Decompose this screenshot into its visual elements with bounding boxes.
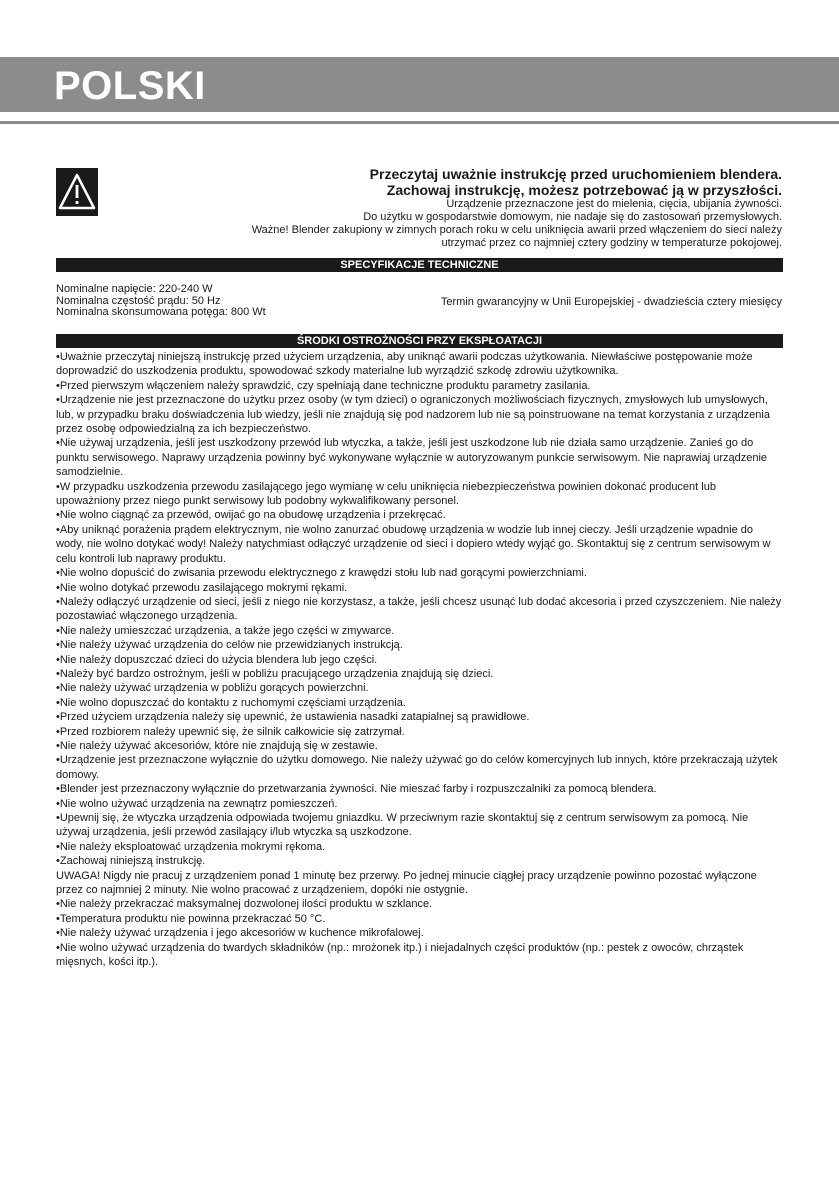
intro-line: Urządzenie przeznaczone jest do mielenia, cięcia, ubijania żywności. <box>446 198 782 210</box>
list-item: •Temperatura produktu nie powinna przekraczać 50 °C. <box>56 912 326 925</box>
intro-line: Ważne! Blender zakupiony w zimnych porach roku w celu uniknięcia awarii przed włączeniem do sieci należy <box>251 224 782 236</box>
spec-frequency: Nominalna częstość prądu: 50 Hz <box>56 294 221 307</box>
specs-list <box>56 284 266 319</box>
list-item: •Uważnie przeczytaj niniejszą instrukcję przed użyciem urządzenia, aby uniknąć awarii podczas użytkowania. Niewłaściwe postępowanie może doprowadzić do uszkodzenia produktu, spowodować szkody materialne lub wyrządzić szkodę zdrowiu użytkownika. <box>56 351 753 378</box>
list-item: •Nie należy używać urządzenia w pobliżu gorących powierzchni. <box>56 682 369 695</box>
header-divider <box>0 121 839 124</box>
list-item: •Nie należy przekraczać maksymalnej dozwolonej ilości produktu w szklance. <box>56 898 433 911</box>
list-item: •Nie należy używać urządzenia do celów nie przewidzianych instrukcją. <box>56 639 403 652</box>
list-item: •Nie wolno używać urządzenia na zewnątrz pomieszczeń. <box>56 797 338 810</box>
list-item: •Nie wolno używać urządzenia do twardych składników (np.: mrożonek itp.) i niejadalnych części produktów (np.: pestek z owoców, chrząstek mięsnych, kości itp.). <box>56 941 744 969</box>
list-item: •Nie wolno dopuścić do zwisania przewodu elektrycznego z krawędzi stołu lub nad gorącymi powierzchniami. <box>56 567 587 580</box>
intro-line: Do użytku w gospodarstwie domowym, nie nadaje się do zastosowań przemysłowych. <box>363 211 782 223</box>
list-item: •W przypadku uszkodzenia przewodu zasilającego jego wymianę w celu uniknięcia niebezpieczeństwa powinien dokonać producent lub upoważniony przez niego punkt serwisowy lub podobny wykwalifikowany personel. <box>56 480 716 508</box>
list-item: •Blender jest przeznaczony wyłącznie do przetwarzania żywności. Nie mieszać farby i rozpuszczalniki za pomocą blendera. <box>56 783 657 796</box>
list-item: •Aby uniknąć porażenia prądem elektrycznym, nie wolno zanurzać obudowę urządzenia w wodzie lub innej cieczy. Jeśli urządzenie wpadnie do wody, nie wolno dotykać wody! Należy natychmiast odłączyć urządzenie od sieci i dopiero wtedy wyjąć go. Skontaktuj się z centrum serwisowym w celu kontroli lub naprawy produktu. <box>56 523 771 565</box>
list-item: •Nie należy dopuszczać dzieci do użycia blendera lub jego części. <box>56 653 378 666</box>
intro-heading-2: Zachowaj instrukcję, możesz potrzebować ją w przyszłości. <box>386 182 782 198</box>
warning-paragraph: UWAGA! Nigdy nie pracuj z urządzeniem ponad 1 minutę bez przerwy. Po jednej minucie ciągłej pracy urządzenie powinno pozostać wyłączone przez co najmniej 2 minuty. Nie wolno pracować z urządzeniem, dopóki nie ostygnie. <box>56 869 757 897</box>
list-item: •Przed rozbiorem należy upewnić się, że silnik całkowicie się zatrzymał. <box>56 725 405 738</box>
safety-section-title: ŚRODKI OSTROŻNOŚCI PRZY EKSPŁOATACJI <box>56 334 783 348</box>
list-item: •Urządzenie jest przeznaczone wyłącznie do użytku domowego. Nie należy używać go do celów komercyjnych lub innych, które przekraczają użytek domowy. <box>56 754 778 781</box>
specs-section-title: SPECYFIKACJE TECHNICZNE <box>56 258 783 272</box>
list-item: •Nie należy używać akcesoriów, które nie znajdują się w zestawie. <box>56 739 378 752</box>
intro-text <box>182 166 782 250</box>
page-title: POLSKI <box>54 64 206 108</box>
intro-heading-1: Przeczytaj uważnie instrukcję przed uruchomieniem blendera. <box>369 166 782 182</box>
list-item: •Przed użyciem urządzenia należy się upewnić, że ustawienia nasadki zatapialnej są prawidłowe. <box>56 711 530 724</box>
list-item: •Zachowaj niniejszą instrukcję. <box>56 855 206 868</box>
warranty-text: Termin gwarancyjny w Unii Europejskiej - dwadzieścia cztery miesięcy <box>440 296 782 308</box>
list-item: •Nie używaj urządzenia, jeśli jest uszkodzony przewód lub wtyczka, a także, jeśli jest uszkodzone lub nie działa samo urządzenie. Zanieś go do punktu serwisowego. Naprawy urządzenia powinny być wykonywane wyłącznie w autoryzowanym punkcie serwisowym. Nie naprawiaj urządzenie samodzielnie. <box>56 437 768 479</box>
list-item: •Nie należy używać urządzenia i jego akcesoriów w kuchence mikrofalowej. <box>56 927 424 940</box>
intro-line: utrzymać przez co najmniej cztery godziny w temperaturze pokojowej. <box>441 237 782 249</box>
list-item: •Należy odłączyć urządzenie od sieci, jeśli z niego nie korzystasz, a także, jeśli chcesz usunąć lub dodać akcesoria i przed czyszczeniem. Nie należy pozostawiać włączonego urządzenia. <box>56 595 782 623</box>
spec-power: Nominalna skonsumowana potęga: 800 Wt <box>56 306 266 318</box>
list-item: •Należy być bardzo ostrożnym, jeśli w pobliżu pracującego urządzenia znajdują się dzieci. <box>56 667 494 680</box>
safety-rules <box>56 350 783 969</box>
spec-voltage: Nominalne napięcie: 220-240 W <box>56 283 213 295</box>
list-item: •Nie wolno dopuszczać do kontaktu z ruchomymi częściami urządzenia. <box>56 696 406 709</box>
list-item: •Nie wolno ciągnąć za przewód, owijać go na obudowę urządzenia i przekręcać. <box>56 509 446 522</box>
list-item: •Nie należy umieszczać urządzenia, a także jego części w zmywarce. <box>56 624 395 637</box>
warning-triangle-icon <box>56 168 98 216</box>
list-item: •Urządzenie nie jest przeznaczone do użytku przez osoby (w tym dzieci) o ograniczonych możliwościach fizycznych, zmysłowych lub umysłowych, lub, w przypadku braku doświadczenia lub wiedzy, jeśli nie znajdują się pod nadzorem lub nie są poinstruowane na temat korzystania z urządzenia przez osobę odpowiedzialną za ich bezpieczeństwo. <box>56 394 770 436</box>
list-item: •Przed pierwszym włączeniem należy sprawdzić, czy spełniają dane techniczne produktu parametry zasilania. <box>56 379 591 392</box>
list-item: •Nie należy eksploatować urządzenia mokrymi rękoma. <box>56 840 326 853</box>
list-item: •Upewnij się, że wtyczka urządzenia odpowiada twojemu gniazdku. W przeciwnym razie skontaktuj się z centrum serwisowym za pomocą. Nie używaj urządzenia, jeśli przewód zasilający i/lub wtyczka są uszkodzone. <box>56 812 749 839</box>
list-item: •Nie wolno dotykać przewodu zasilającego mokrymi rękami. <box>56 581 348 594</box>
